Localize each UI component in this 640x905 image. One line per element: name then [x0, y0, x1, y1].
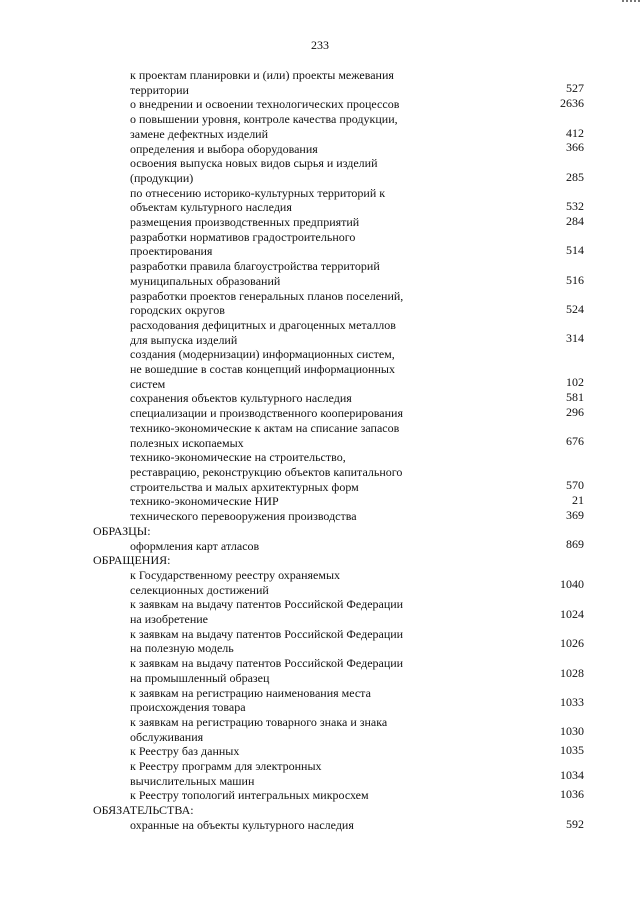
index-entry	[93, 230, 585, 259]
index-entry	[93, 686, 585, 715]
index-entry	[93, 539, 585, 554]
entry-text-line: реставрацию, реконструкцию объектов капитального	[130, 464, 403, 479]
entry-page-number: 570	[566, 478, 584, 493]
entry-text-line: к заявкам на выдачу патентов Российской Федерации	[130, 656, 404, 671]
entry-page-number: 524	[566, 301, 584, 316]
index-entry	[93, 142, 585, 157]
index-entry	[93, 97, 585, 112]
entry-text-line: систем	[130, 376, 166, 391]
entry-text-line: специализации и производственного кооперирования	[130, 406, 403, 421]
subject-index	[93, 68, 585, 833]
index-entry	[93, 68, 585, 97]
entry-page-number: 676	[566, 434, 584, 449]
index-entry	[93, 421, 585, 450]
entry-text-line: обслуживания	[130, 729, 204, 744]
entry-page-number: 1024	[560, 606, 584, 621]
entry-text-line: происхождения товара	[130, 700, 246, 715]
entry-text-line: вычислительных машин	[130, 773, 255, 788]
index-entry	[93, 186, 585, 215]
index-entry	[93, 318, 585, 347]
entry-text-line: замене дефектных изделий	[130, 126, 269, 141]
entry-text-line: к заявкам на выдачу патентов Российской Федерации	[130, 597, 404, 612]
entry-text-line: на изобретение	[130, 612, 209, 627]
entry-page-number: 412	[566, 125, 584, 140]
entry-page-number: 581	[566, 390, 584, 405]
index-entry	[93, 788, 585, 803]
entry-page-number: 1036	[560, 787, 584, 802]
entry-text-line: технико-экономические на строительство,	[130, 450, 346, 465]
entry-page-number: 516	[566, 272, 584, 287]
index-entry	[93, 112, 585, 141]
entry-text-line: разработки правила благоустройства территорий	[130, 259, 380, 274]
entry-page-number: 369	[566, 507, 584, 522]
entry-text-line: о повышении уровня, контроле качества продукции,	[130, 112, 398, 127]
entry-page-number: 869	[566, 537, 584, 552]
entry-text-line: сохранения объектов культурного наследия	[130, 391, 352, 406]
entry-page-number: 21	[572, 493, 584, 508]
index-entry	[93, 568, 585, 597]
entry-text-line: охранные на объекты культурного наследия	[130, 817, 354, 832]
entry-text-line: технического перевооружения производства	[130, 509, 357, 524]
index-entry	[93, 406, 585, 421]
entry-text-line: о внедрении и освоении технологических процессов	[130, 97, 400, 112]
entry-text-line: проектирования	[130, 244, 213, 259]
entry-text-line: разработки нормативов градостроительного	[130, 229, 356, 244]
entry-text-line: для выпуска изделий	[130, 332, 238, 347]
scan-artifact-mark	[622, 0, 640, 4]
entry-page-number: 1026	[560, 636, 584, 651]
entry-text-line: объектам культурного наследия	[130, 200, 292, 215]
entry-text-line: расходования дефицитных и драгоценных металлов	[130, 317, 396, 332]
index-entry	[93, 759, 585, 788]
entry-page-number: 2636	[560, 96, 584, 111]
entry-text-line: к заявкам на регистрацию наименования места	[130, 685, 371, 700]
entry-page-number: 1028	[560, 665, 584, 680]
entry-page-number: 102	[566, 375, 584, 390]
entry-page-number: 285	[566, 169, 584, 184]
entry-text-line: разработки проектов генеральных планов поселений,	[130, 288, 404, 303]
index-entry	[93, 597, 585, 626]
index-entry	[93, 744, 585, 759]
entry-page-number: 532	[566, 199, 584, 214]
entry-page-number: 1035	[560, 743, 584, 758]
entry-text-line: территории	[130, 82, 189, 97]
entry-text-line: оформления карт атласов	[130, 538, 260, 553]
entry-text-line: технико-экономические НИР	[130, 494, 279, 509]
entry-page-number: 527	[566, 81, 584, 96]
index-heading: ОБРАЩЕНИЯ:	[93, 553, 171, 568]
index-entry	[93, 215, 585, 230]
entry-page-number: 514	[566, 243, 584, 258]
index-entry	[93, 494, 585, 509]
entry-text-line: селекционных достижений	[130, 582, 269, 597]
entry-text-line: создания (модернизации) информационных систем,	[130, 347, 395, 362]
entry-text-line: размещения производственных предприятий	[130, 215, 360, 230]
entry-text-line: к Реестру топологий интегральных микросхем	[130, 788, 369, 803]
entry-text-line: определения и выбора оборудования	[130, 141, 318, 156]
index-entry	[93, 450, 585, 494]
page-number: 233	[311, 38, 329, 52]
entry-text-line: на полезную модель	[130, 641, 234, 656]
index-entry	[93, 715, 585, 744]
entry-text-line: муниципальных образований	[130, 273, 281, 288]
entry-text-line: не вошедшие в состав концепций информационных	[130, 362, 395, 377]
entry-text-line: к Реестру баз данных	[130, 744, 240, 759]
entry-text-line: к проектам планировки и (или) проекты межевания	[130, 68, 394, 82]
entry-text-line: городских округов	[130, 303, 225, 318]
entry-page-number: 1040	[560, 577, 584, 592]
index-entry	[93, 259, 585, 288]
entry-page-number: 284	[566, 213, 584, 228]
index-entry	[93, 627, 585, 656]
entry-text-line: освоения выпуска новых видов сырья и изделий	[130, 156, 378, 171]
index-entry	[93, 347, 585, 391]
entry-text-line: к заявкам на выдачу патентов Российской Федерации	[130, 626, 404, 641]
entry-text-line: полезных ископаемых	[130, 435, 244, 450]
index-entry	[93, 289, 585, 318]
entry-page-number: 592	[566, 816, 584, 831]
entry-page-number: 296	[566, 404, 584, 419]
entry-page-number: 1030	[560, 724, 584, 739]
entry-text-line: на промышленный образец	[130, 670, 270, 685]
entry-text-line: строительства и малых архитектурных форм	[130, 479, 359, 494]
entry-page-number: 1034	[560, 768, 584, 783]
index-entry	[93, 509, 585, 524]
entry-text-line: (продукции)	[130, 170, 194, 185]
entry-text-line: к заявкам на регистрацию товарного знака и знака	[130, 714, 388, 729]
entry-text-line: по отнесению историко-культурных территорий к	[130, 185, 386, 200]
entry-page-number: 314	[566, 331, 584, 346]
entry-page-number: 366	[566, 140, 584, 155]
index-entry	[93, 818, 585, 833]
entry-text-line: к Реестру программ для электронных	[130, 759, 322, 774]
index-entry	[93, 391, 585, 406]
entry-text-line: технико-экономические к актам на списание запасов	[130, 420, 400, 435]
entry-page-number: 1033	[560, 694, 584, 709]
index-heading: ОБЯЗАТЕЛЬСТВА:	[93, 803, 194, 818]
entry-text-line: к Государственному реестру охраняемых	[130, 567, 341, 582]
index-entry	[93, 156, 585, 185]
index-entry	[93, 656, 585, 685]
index-heading: ОБРАЗЦЫ:	[93, 523, 151, 538]
